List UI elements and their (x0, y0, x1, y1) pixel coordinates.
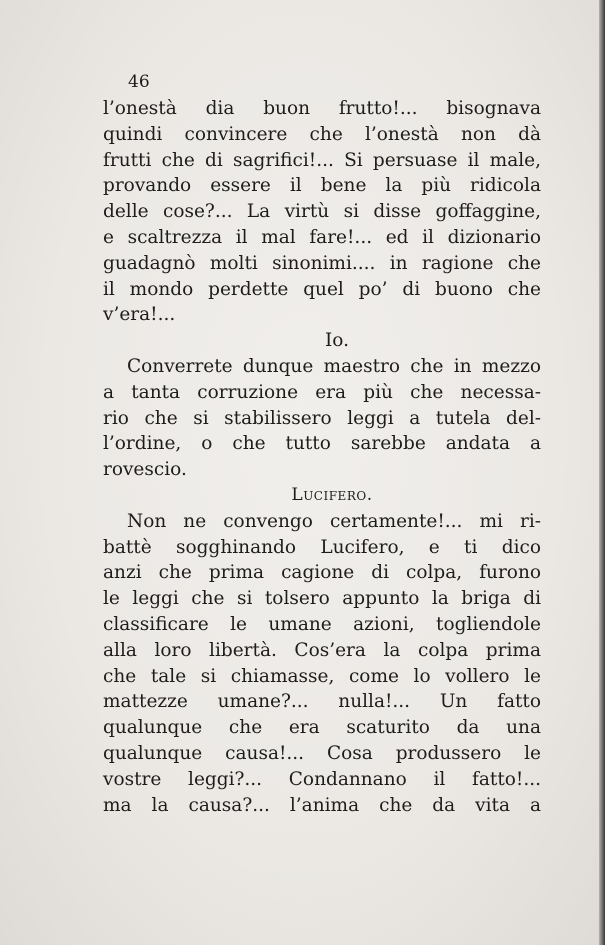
paragraph-1 (103, 96, 541, 328)
text-line: quindi convincere che l’onestà non dà (103, 123, 541, 145)
text-line: provando essere il bene la più ridicola (103, 175, 541, 197)
page-text (103, 70, 541, 818)
text-line: alla loro libertà. Cos’era la colpa prima (103, 639, 541, 661)
speaker-heading-io: Io. (324, 330, 349, 352)
text-line: delle cose?... La virtù si disse goffaggine, (103, 201, 541, 223)
text-line: mattezze umane?... nulla!... Un fatto (103, 691, 541, 713)
text-line: rio che si stabilissero leggi a tutela del- (103, 407, 541, 429)
text-line: l’onestà dia buon frutto!... bisognava (103, 98, 541, 119)
paragraph-2 (103, 354, 541, 483)
text-line: a tanta corruzione era più che necessa- (103, 381, 541, 403)
text-line: Converrete dunque maestro che in mezzo (127, 355, 541, 377)
text-line: e scaltrezza il mal fare!... ed il dizionario (103, 226, 541, 248)
speaker-heading-lucifero: Lucifero. (291, 484, 373, 505)
text-line: anzi che prima cagione di colpa, furono (103, 562, 541, 584)
text-line: qualunque che era scaturito da una (103, 717, 541, 739)
text-line: qualunque causa!... Cosa produssero le (103, 742, 541, 764)
text-line: vostre leggi?... Condannano il fatto!... (103, 768, 541, 790)
page-number: 46 (128, 72, 150, 92)
text-line: ma la causa?... l’anima che da vita a (103, 794, 541, 816)
text-line: rovescio. (103, 459, 187, 481)
paragraph-3 (103, 509, 541, 819)
text-line: guadagnò molti sinonimi.... in ragione che (103, 252, 541, 274)
page-edge-shadow (599, 0, 605, 945)
text-line: Non ne convengo certamente!... mi ri- (127, 510, 541, 532)
text-line: l’ordine, o che tutto sarebbe andata a (103, 433, 541, 455)
text-line: battè sogghinando Lucifero, e ti dico (103, 536, 541, 558)
text-line: classificare le umane azioni, togliendole (103, 613, 541, 635)
text-line: le leggi che si tolsero appunto la briga di (103, 588, 541, 610)
text-line: il mondo perdette quel po’ di buono che (103, 278, 541, 300)
text-line: che tale si chiamasse, come lo vollero le (103, 665, 541, 687)
text-line: frutti che di sagrifici!... Si persuase il male, (103, 149, 541, 171)
text-line: v’era!... (103, 304, 176, 326)
